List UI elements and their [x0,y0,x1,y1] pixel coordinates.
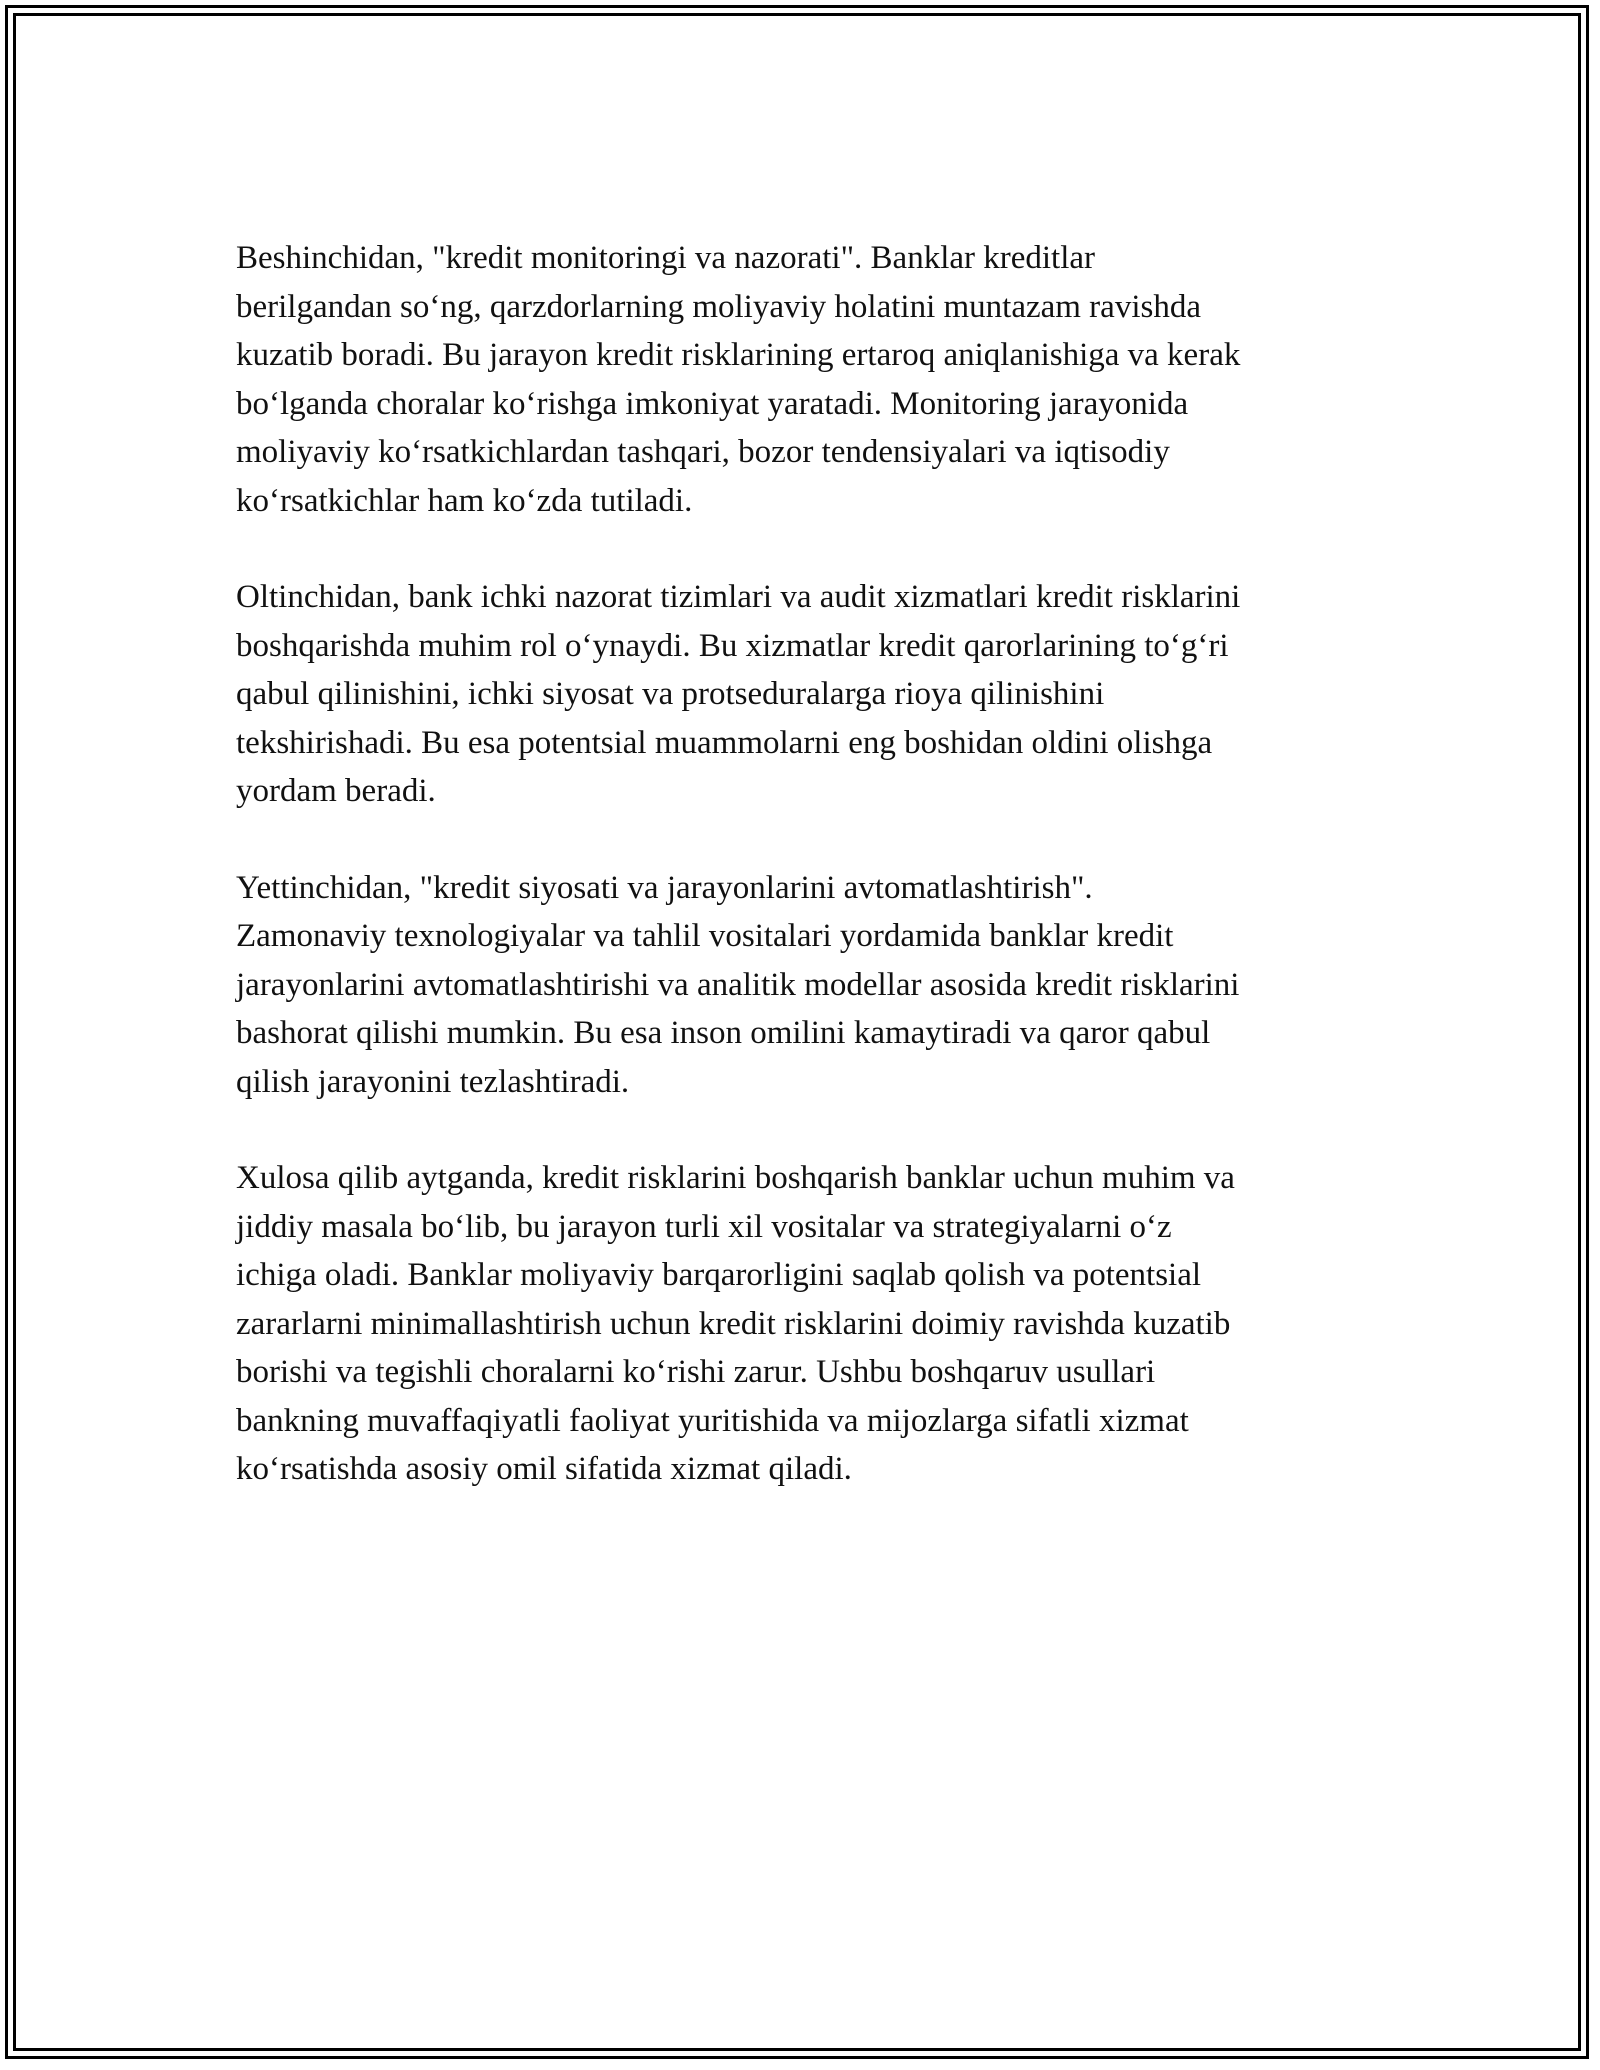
text-line: jiddiy masala bo‘lib, bu jarayon turli xil vositalar va strategiyalarni o‘z [236,1208,1172,1245]
text-line: Xulosa qilib aytganda, kredit risklarini boshqarish banklar uchun muhim va [236,1160,1235,1196]
text-line: Zamonaviy texnologiyalar va tahlil vositalari yordamida banklar kredit [236,918,1174,954]
text-line: boshqarishda muhim rol o‘ynaydi. Bu xizmatlar kredit qarorlarining to‘g‘ri [236,627,1229,664]
text-line: qilish jarayonini tezlashtiradi. [236,1063,630,1100]
text-line: kuzatib boradi. Bu jarayon kredit risklarining ertaroq aniqlanishiga va kerak [236,337,1241,373]
text-line: tekshirishadi. Bu esa potentsial muammolarni eng boshidan oldini olishga [236,724,1213,761]
text-line: Yettinchidan, "kredit siyosati va jarayonlarini avtomatlashtirish". [236,869,1093,906]
text-line: borishi va tegishli choralarni ko‘rishi zarur. Ushbu boshqaruv usullari [236,1354,1156,1390]
text-line: ko‘rsatkichlar ham ko‘zda tutiladi. [236,482,693,519]
text-line: bankning muvaffaqiyatli faoliyat yuritishida va mijozlarga sifatli xizmat [236,1402,1189,1439]
text-line: berilgandan so‘ng, qarzdorlarning moliyaviy holatini muntazam ravishda [236,288,1201,325]
paragraph-sixth [236,573,1366,816]
text-line: Oltinchidan, bank ichki nazorat tizimlari va audit xizmatlari kredit risklarini [236,579,1241,615]
text-line: moliyaviy ko‘rsatkichlardan tashqari, bozor tendensiyalari va iqtisodiy [236,434,1170,470]
text-line: bo‘lganda choralar ko‘rishga imkoniyat yaratadi. Monitoring jarayonida [236,385,1189,422]
paragraph-seventh [236,864,1366,1107]
text-line: yordam beradi. [236,773,436,809]
document-body [236,234,1366,1542]
text-line: bashorat qilishi mumkin. Bu esa inson omilini kamaytiradi va qaror qabul [236,1015,1211,1051]
text-line: ko‘rsatishda asosiy omil sifatida xizmat qiladi. [236,1451,852,1487]
text-line: qabul qilinishini, ichki siyosat va protseduralarga rioya qilinishini [236,676,1105,712]
paragraph-conclusion [236,1154,1366,1494]
text-line: zararlarni minimallashtirish uchun kredit risklarini doimiy ravishda kuzatib [236,1305,1231,1342]
text-line: jarayonlarini avtomatlashtirishi va analitik modellar asosida kredit risklarini [236,966,1240,1003]
text-line: Beshinchidan, "kredit monitoringi va nazorati". Banklar kreditlar [236,240,1096,276]
text-line: ichiga oladi. Banklar moliyaviy barqarorligini saqlab qolish va potentsial [236,1257,1202,1293]
paragraph-fifth [236,234,1366,525]
